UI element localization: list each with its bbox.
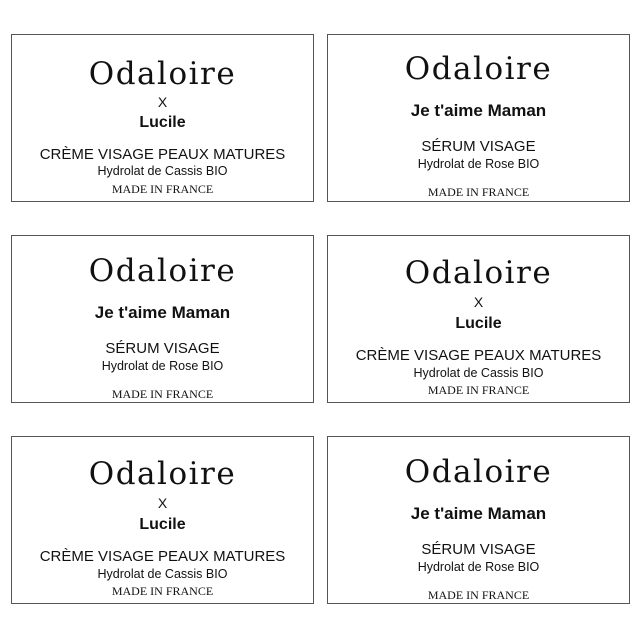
product-ingredient: Hydrolat de Cassis BIO [97,567,228,581]
collab-x: X [157,94,168,110]
tagline: Je t'aime Maman [410,504,547,523]
product-name: CRÈME VISAGE PEAUX MATURES [39,146,286,163]
product-name: CRÈME VISAGE PEAUX MATURES [39,548,286,565]
made-in-france: MADE IN FRANCE [427,588,530,602]
brand-name: Odaloire [88,56,237,92]
product-ingredient: Hydrolat de Rose BIO [417,560,540,574]
brand-name: Odaloire [404,255,553,291]
collab-x: X [473,294,484,310]
brand-name: Odaloire [404,51,553,87]
product-name: CRÈME VISAGE PEAUX MATURES [355,347,602,364]
product-name: SÉRUM VISAGE [105,340,220,357]
tagline: Je t'aime Maman [410,101,547,120]
collab-name: Lucile [139,516,186,533]
label-1 [11,34,314,202]
label-6 [327,436,630,604]
label-5 [11,436,314,604]
product-ingredient: Hydrolat de Rose BIO [101,359,224,373]
made-in-france: MADE IN FRANCE [111,584,214,598]
collab-x: X [157,495,168,511]
product-ingredient: Hydrolat de Cassis BIO [97,164,228,178]
product-ingredient: Hydrolat de Cassis BIO [413,366,544,380]
brand-name: Odaloire [404,454,553,490]
product-ingredient: Hydrolat de Rose BIO [417,157,540,171]
product-name: SÉRUM VISAGE [421,138,536,155]
product-name: SÉRUM VISAGE [421,541,536,558]
label-2 [327,34,630,202]
tagline: Je t'aime Maman [94,303,231,322]
made-in-france: MADE IN FRANCE [427,185,530,199]
made-in-france: MADE IN FRANCE [111,387,214,401]
made-in-france: MADE IN FRANCE [427,383,530,397]
brand-name: Odaloire [88,253,237,289]
label-4 [327,235,630,403]
collab-name: Lucile [455,315,502,332]
collab-name: Lucile [139,114,186,131]
label-3 [11,235,314,403]
brand-name: Odaloire [88,456,237,492]
made-in-france: MADE IN FRANCE [111,182,214,196]
